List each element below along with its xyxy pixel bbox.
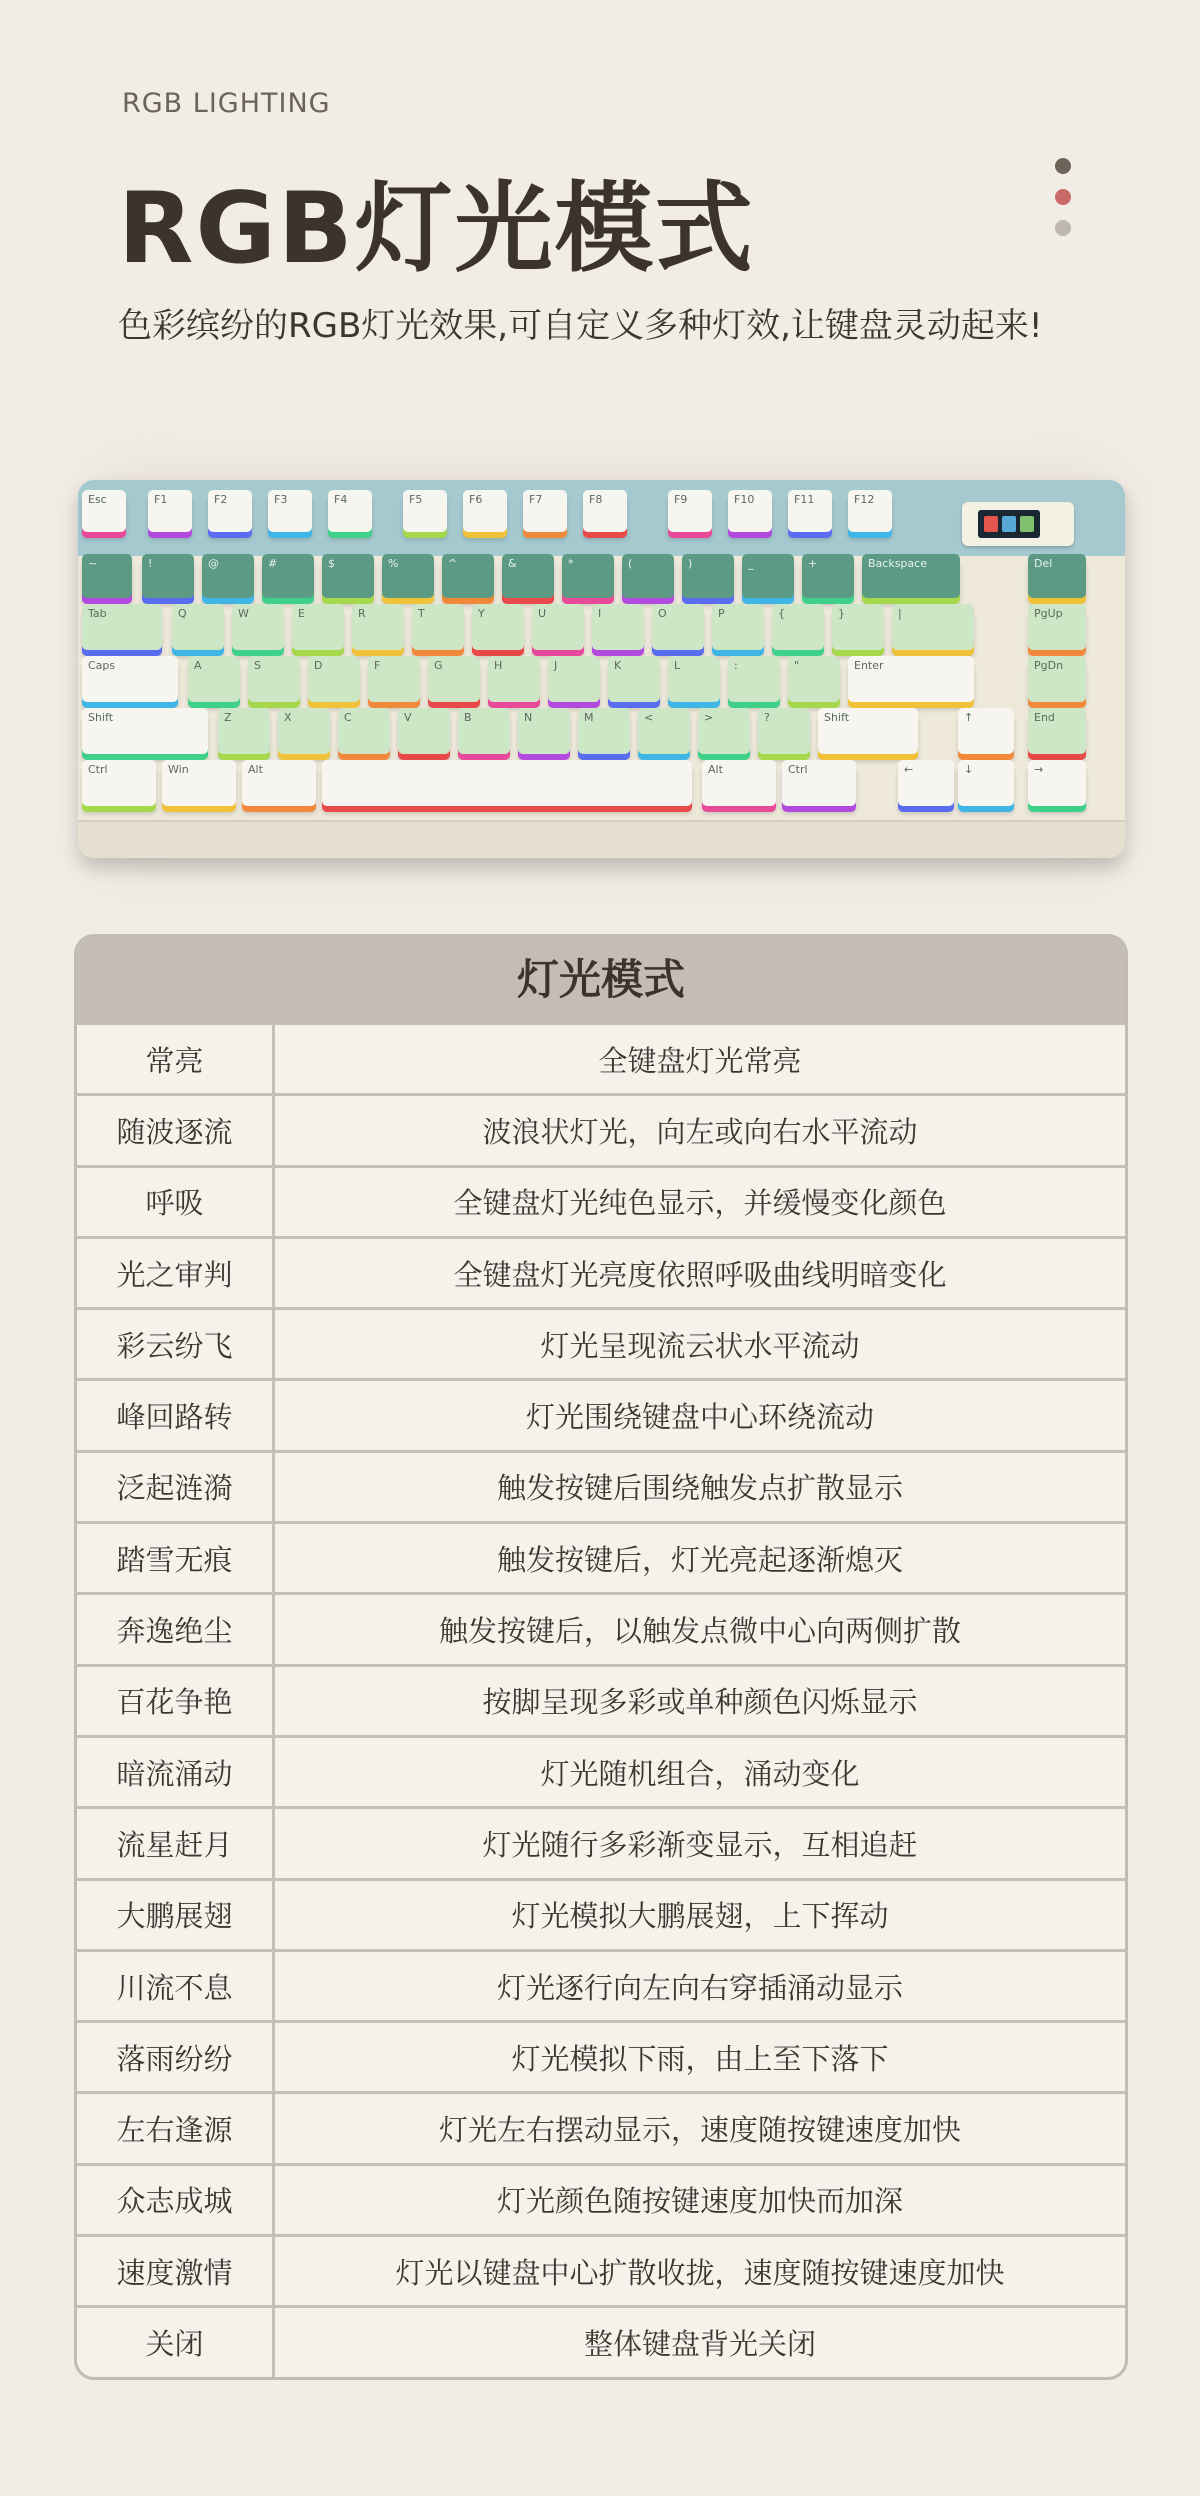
- dot-3: [1055, 220, 1071, 236]
- mode-description: 灯光随行多彩渐变显示，互相追赶: [482, 1827, 918, 1862]
- mode-description: 触发按键后，以触发点微中心向两侧扩散: [438, 1614, 961, 1649]
- keycap: Shift: [82, 708, 208, 754]
- mode-description: 触发按键后围绕触发点扩散显示: [496, 1471, 903, 1506]
- keycap: F3: [268, 490, 312, 532]
- mode-name: 众志成城: [77, 2166, 275, 2234]
- dot-1: [1055, 158, 1071, 174]
- keycap: F4: [328, 490, 372, 532]
- keycap: N: [518, 708, 570, 754]
- keycap: Del: [1028, 554, 1086, 598]
- table-row: [77, 1949, 1125, 2020]
- keycap: T: [412, 604, 464, 650]
- keycap: }: [832, 604, 884, 650]
- table-row: [77, 1664, 1125, 1735]
- decorative-dots: [1055, 158, 1071, 251]
- table-row: [77, 2020, 1125, 2091]
- table-row: [77, 1378, 1125, 1449]
- keycap: Ctrl: [782, 760, 856, 806]
- table-title: 灯光模式: [77, 937, 1125, 1022]
- keycap: {: [772, 604, 824, 650]
- keycap: F5: [403, 490, 447, 532]
- keycap: J: [548, 656, 600, 702]
- mode-name: 泛起涟漪: [77, 1453, 275, 1521]
- section-eyebrow: RGB LIGHTING: [122, 88, 331, 119]
- keycap: ?: [758, 708, 810, 754]
- mode-name: 大鹏展翅: [77, 1881, 275, 1949]
- keycap: Ctrl: [82, 760, 156, 806]
- keycap: ~: [82, 554, 132, 598]
- page-subtitle: 色彩缤纷的RGB灯光效果,可自定义多种灯效,让键盘灵动起来!: [118, 306, 1043, 346]
- keycap: A: [188, 656, 240, 702]
- table-row: [77, 2234, 1125, 2305]
- mode-name: 踏雪无痕: [77, 1524, 275, 1592]
- keycap: %: [382, 554, 434, 598]
- table-row: [77, 2091, 1125, 2162]
- keycap: [322, 760, 692, 806]
- keycap: F8: [583, 490, 627, 532]
- keycap: PgDn: [1028, 656, 1086, 702]
- lighting-modes-table: [74, 934, 1128, 2380]
- mode-name: 奔逸绝尘: [77, 1595, 275, 1663]
- table-row: [77, 1165, 1125, 1236]
- keycap: V: [398, 708, 450, 754]
- keycap: F1: [148, 490, 192, 532]
- keycap: E: [292, 604, 344, 650]
- mode-description: 按脚呈现多彩或单种颜色闪烁显示: [482, 1685, 918, 1720]
- mode-description: 灯光随机组合，涌动变化: [540, 1756, 860, 1791]
- keycap: _: [742, 554, 794, 598]
- mode-description: 整体键盘背光关闭: [583, 2326, 816, 2361]
- keycap: H: [488, 656, 540, 702]
- dot-2: [1055, 189, 1071, 205]
- keycap: F12: [848, 490, 892, 532]
- keycap: Shift: [818, 708, 918, 754]
- mode-name: 落雨纷纷: [77, 2023, 275, 2091]
- keycap: Enter: [848, 656, 974, 702]
- mode-description: 触发按键后，灯光亮起逐渐熄灭: [496, 1542, 903, 1577]
- keycap: Alt: [702, 760, 776, 806]
- keycap: D: [308, 656, 360, 702]
- keycap: F2: [208, 490, 252, 532]
- table-row: [77, 1093, 1125, 1164]
- table-row: [77, 1806, 1125, 1877]
- keycap: *: [562, 554, 614, 598]
- mode-description: 波浪状灯光，向左或向右水平流动: [482, 1114, 918, 1149]
- mode-description: 灯光颜色随按键速度加快而加深: [496, 2184, 903, 2219]
- keycap: ↑: [958, 708, 1014, 754]
- keycap: End: [1028, 708, 1086, 754]
- keycap: Tab: [82, 604, 162, 650]
- keycap: C: [338, 708, 390, 754]
- table-row: [77, 2163, 1125, 2234]
- keyboard-base: [78, 820, 1125, 858]
- mode-description: 全键盘灯光常亮: [598, 1043, 802, 1078]
- keycap: >: [698, 708, 750, 754]
- keycap: @: [202, 554, 254, 598]
- keycap: ^: [442, 554, 494, 598]
- keycap: Q: [172, 604, 224, 650]
- keyboard-image: [78, 480, 1125, 858]
- keycap: ↓: [958, 760, 1014, 806]
- keycap: F7: [523, 490, 567, 532]
- mode-name: 暗流涌动: [77, 1738, 275, 1806]
- table-row: [77, 1022, 1125, 1093]
- keycap: #: [262, 554, 314, 598]
- keycap: F: [368, 656, 420, 702]
- keycap: PgUp: [1028, 604, 1086, 650]
- table-row: [77, 1521, 1125, 1592]
- table-row: [77, 1450, 1125, 1521]
- keyboard-screen: [962, 502, 1074, 546]
- keycap: +: [802, 554, 854, 598]
- table-row: [77, 2305, 1125, 2376]
- mode-description: 灯光左右摆动显示，速度随按键速度加快: [438, 2113, 961, 2148]
- page-title: RGB灯光模式: [118, 172, 755, 286]
- keycap: F10: [728, 490, 772, 532]
- keycap: $: [322, 554, 374, 598]
- keycap: Y: [472, 604, 524, 650]
- keycap: →: [1028, 760, 1086, 806]
- keycap: P: [712, 604, 764, 650]
- mode-description: 全键盘灯光亮度依照呼吸曲线明暗变化: [453, 1257, 947, 1292]
- mode-description: 灯光模拟大鹏展翅，上下挥动: [511, 1899, 889, 1934]
- mode-description: 灯光逐行向左向右穿插涌动显示: [496, 1970, 903, 2005]
- mode-name: 常亮: [77, 1025, 275, 1093]
- table-row: [77, 1236, 1125, 1307]
- keycap: F11: [788, 490, 832, 532]
- keycap: R: [352, 604, 404, 650]
- mode-name: 呼吸: [77, 1168, 275, 1236]
- mode-description: 灯光呈现流云状水平流动: [540, 1328, 860, 1363]
- keycap: ": [788, 656, 840, 702]
- keycap: |: [892, 604, 974, 650]
- keycap: I: [592, 604, 644, 650]
- keycap: F9: [668, 490, 712, 532]
- keycap: X: [278, 708, 330, 754]
- keycap: W: [232, 604, 284, 650]
- keycap: &: [502, 554, 554, 598]
- mode-name: 光之审判: [77, 1239, 275, 1307]
- mode-name: 川流不息: [77, 1952, 275, 2020]
- mode-name: 关闭: [77, 2308, 275, 2376]
- mode-description: 全键盘灯光纯色显示，并缓慢变化颜色: [453, 1186, 947, 1221]
- keycap: M: [578, 708, 630, 754]
- keycap: (: [622, 554, 674, 598]
- mode-name: 左右逢源: [77, 2094, 275, 2162]
- keycap: O: [652, 604, 704, 650]
- screen-display: [978, 510, 1040, 538]
- keycap: K: [608, 656, 660, 702]
- mode-name: 彩云纷飞: [77, 1310, 275, 1378]
- keycap: ): [682, 554, 734, 598]
- table-row: [77, 1878, 1125, 1949]
- keycap: Win: [162, 760, 236, 806]
- mode-name: 速度激情: [77, 2237, 275, 2305]
- table-row: [77, 1307, 1125, 1378]
- keycap: :: [728, 656, 780, 702]
- mode-description: 灯光围绕键盘中心环绕流动: [525, 1400, 874, 1435]
- table-body: [77, 1022, 1125, 2377]
- mode-name: 随波逐流: [77, 1096, 275, 1164]
- table-row: [77, 1592, 1125, 1663]
- keycap: G: [428, 656, 480, 702]
- keycap: S: [248, 656, 300, 702]
- mode-description: 灯光以键盘中心扩散收拢，速度随按键速度加快: [395, 2255, 1005, 2290]
- mode-name: 峰回路转: [77, 1381, 275, 1449]
- mode-name: 流星赶月: [77, 1809, 275, 1877]
- mode-name: 百花争艳: [77, 1667, 275, 1735]
- keycap: Esc: [82, 490, 126, 532]
- table-row: [77, 1735, 1125, 1806]
- keycap: F6: [463, 490, 507, 532]
- keycap: U: [532, 604, 584, 650]
- keycap: B: [458, 708, 510, 754]
- keycap: L: [668, 656, 720, 702]
- keycap: Caps: [82, 656, 178, 702]
- mode-description: 灯光模拟下雨，由上至下落下: [511, 2041, 889, 2076]
- keycap: Alt: [242, 760, 316, 806]
- keycap: <: [638, 708, 690, 754]
- keycap: Z: [218, 708, 270, 754]
- keycap: ←: [898, 760, 954, 806]
- keycap: !: [142, 554, 194, 598]
- keycap: Backspace: [862, 554, 960, 598]
